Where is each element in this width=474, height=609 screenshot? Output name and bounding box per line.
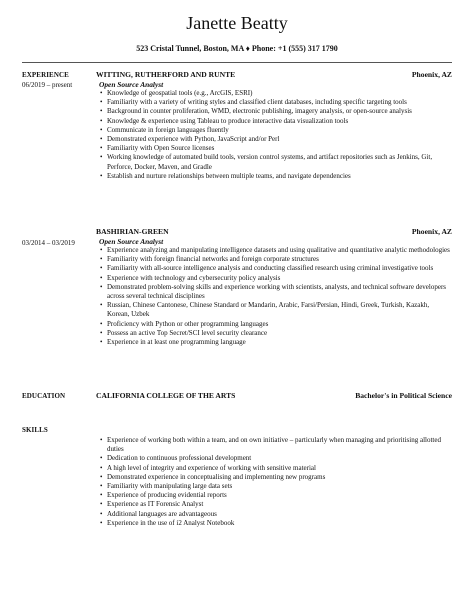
skills-bullets bbox=[96, 436, 452, 528]
contact-line: 523 Cristal Tunnel, Boston, MA ♦ Phone: +1 (555) 317 1790 bbox=[136, 44, 338, 53]
list-item: • Working knowledge of automated build tools, version control systems, and artifact repositories such as Jenkins, Git, Perforce, Docker, Maven, and Gradle bbox=[96, 153, 452, 171]
list-item: • Dedication to continuous professional development bbox=[96, 454, 452, 463]
job-1-bullets bbox=[96, 89, 452, 181]
job-2-location: Phoenix, AZ bbox=[411, 227, 452, 236]
list-item: • Experience of producing evidential reports bbox=[96, 491, 452, 500]
list-item: • Familiarity with foreign financial networks and foreign corporate structures bbox=[96, 255, 452, 264]
education-entry bbox=[96, 391, 452, 401]
resume-header bbox=[0, 0, 474, 63]
list-item: • Familiarity with all-source intelligence analysis and conducting classified research using criminal investigative tools bbox=[96, 264, 452, 273]
skills-entry bbox=[96, 436, 452, 528]
list-item: • Familiarity with a variety of writing styles and classified client databases, including specific targeting tools bbox=[96, 98, 452, 107]
list-item: • Experience as IT Forensic Analyst bbox=[96, 500, 452, 509]
job-2-company: BASHIRIAN-GREEN bbox=[96, 227, 169, 236]
header-divider bbox=[22, 62, 452, 63]
list-item: • Familiarity with Open Source licenses bbox=[96, 144, 452, 153]
job-1-location: Phoenix, AZ bbox=[411, 70, 452, 79]
list-item: • Experience analyzing and manipulating intelligence datasets and using qualitative and quantitative analytic methodologies bbox=[96, 246, 452, 255]
list-item: • Experience in at least one programming language bbox=[96, 338, 452, 347]
list-item: • Communicate in foreign languages fluently bbox=[96, 126, 452, 135]
list-item: • Experience with technology and cybersecurity policy analysis bbox=[96, 274, 452, 283]
list-item: • Establish and nurture relationships between multiple teams, and navigate dependencies bbox=[96, 172, 452, 181]
list-item: • Knowledge of geospatial tools (e.g., ArcGIS, ESRI) bbox=[96, 89, 452, 98]
job-1 bbox=[96, 70, 452, 181]
job-1-title: Open Source Analyst bbox=[99, 80, 164, 89]
list-item: • Experience of working both within a team, and on own initiative – particularly when managing and prioritising allotted duties bbox=[96, 436, 452, 454]
list-item: • Demonstrated experience with Python, JavaScript and/or Perl bbox=[96, 135, 452, 144]
list-item: • Demonstrated experience in conceptualising and implementing new programs bbox=[96, 473, 452, 482]
job-2 bbox=[96, 227, 452, 347]
list-item: • Knowledge & experience using Tableau to produce interactive data visualization tools bbox=[96, 117, 452, 126]
education-label: EDUCATION bbox=[22, 392, 66, 400]
list-item: • Demonstrated problem-solving skills and experience working with scientists, analysts, and technical software developers across several technical disciplines bbox=[96, 283, 452, 301]
job-2-dates: 03/2014 – 03/2019 bbox=[22, 239, 75, 247]
list-item: • Background in counter proliferation, WMD, electronic publishing, imagery analysis, or open-source analysis bbox=[96, 107, 452, 116]
candidate-name: Janette Beatty bbox=[186, 13, 288, 33]
experience-label: EXPERIENCE bbox=[22, 71, 69, 79]
list-item: • Russian, Chinese Cantonese, Chinese Standard or Mandarin, Arabic, Farsi/Persian, Hindi, Greek, Turkish, Kazakh, Korean, Uzbek bbox=[96, 301, 452, 319]
skills-label: SKILLS bbox=[22, 426, 48, 434]
list-item: • Familiarity with manipulating large data sets bbox=[96, 482, 452, 491]
list-item: • Possess an active Top Secret/SCI level security clearance bbox=[96, 329, 452, 338]
job-2-bullets bbox=[96, 246, 452, 347]
education-degree: Bachelor's in Political Science bbox=[355, 391, 452, 400]
list-item: • A high level of integrity and experience of working with sensitive material bbox=[96, 464, 452, 473]
list-item: • Experience in the use of i2 Analyst Notebook bbox=[96, 519, 452, 528]
list-item: • Additional languages are advantageous bbox=[96, 510, 452, 519]
list-item: • Proficiency with Python or other programming languages bbox=[96, 320, 452, 329]
job-1-dates: 06/2019 – present bbox=[22, 81, 73, 89]
job-1-company: WITTING, RUTHERFORD AND RUNTE bbox=[96, 70, 236, 79]
job-2-title: Open Source Analyst bbox=[99, 237, 164, 246]
education-school: CALIFORNIA COLLEGE OF THE ARTS bbox=[96, 391, 236, 400]
